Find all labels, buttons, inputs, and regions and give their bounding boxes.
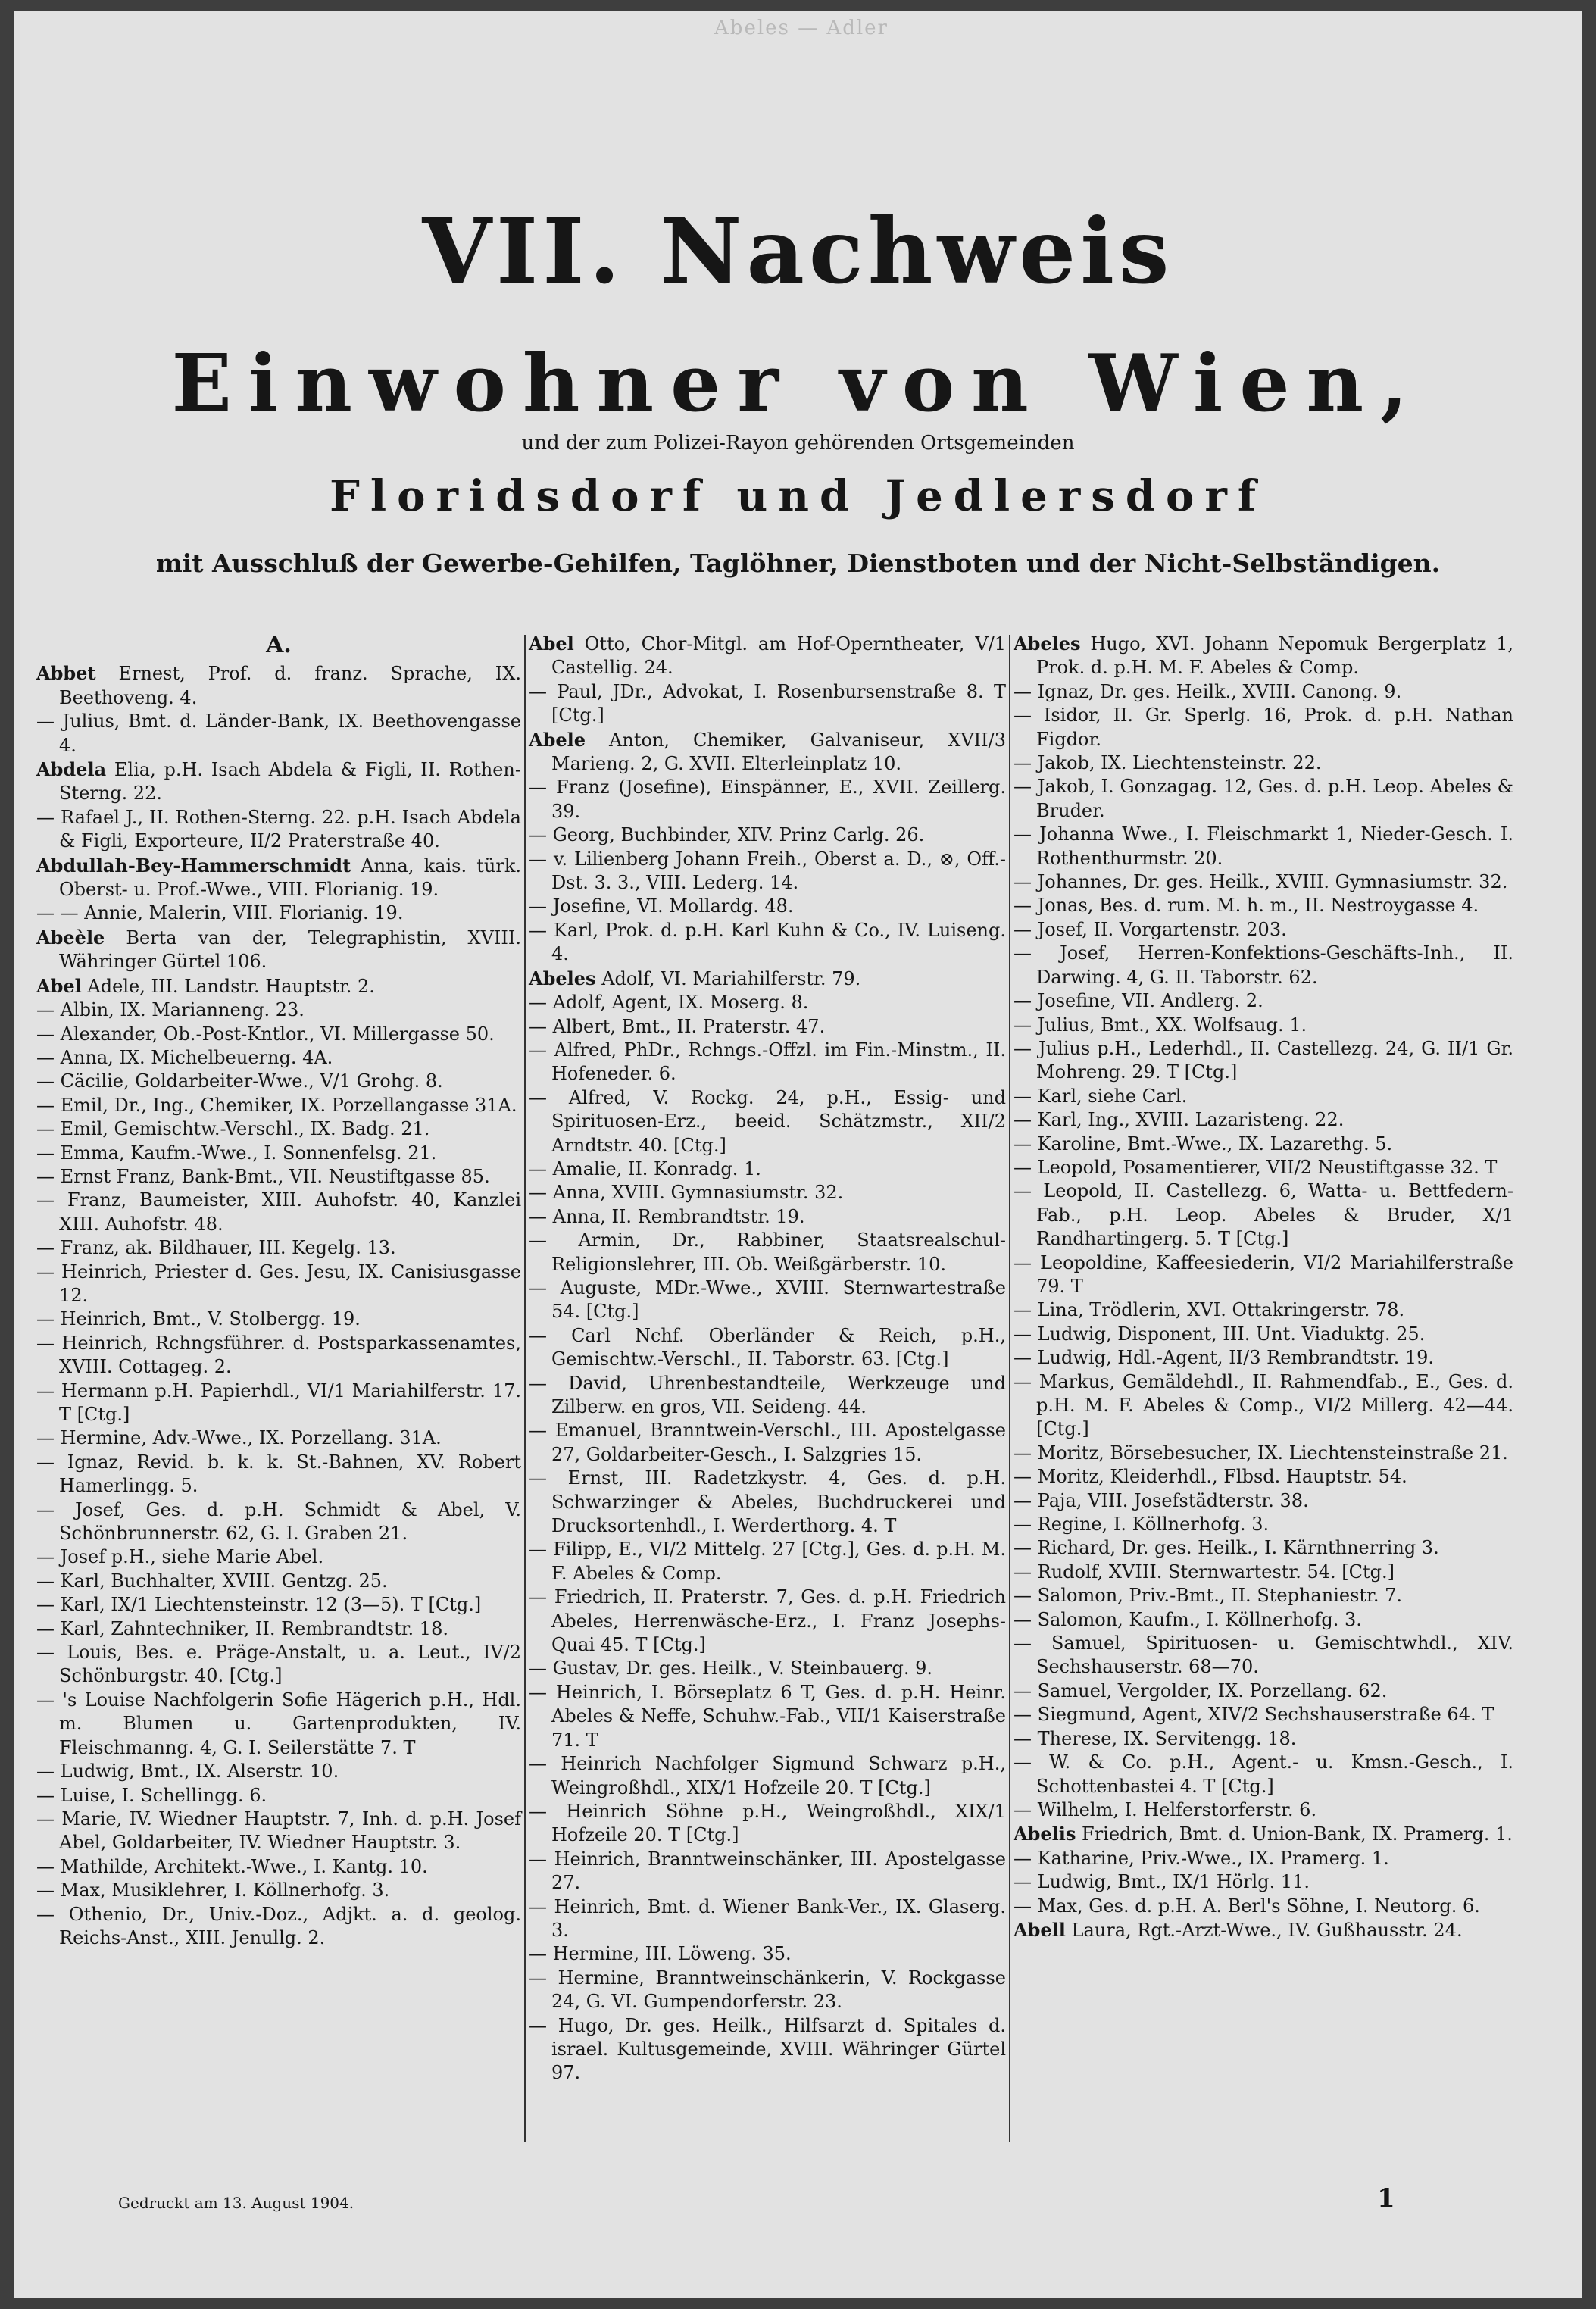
entry-text: — Filipp, E., VI/2 Mittelg. 27 [Ctg.], Ges. d. p.H. M. F. Abeles & Comp. — [529, 1539, 1006, 1584]
directory-entry — [1014, 1346, 1513, 1370]
entry-surname: Abeles — [529, 967, 596, 989]
directory-entry — [529, 967, 1006, 991]
directory-entry — [529, 848, 1006, 895]
print-date: Gedruckt am 13. August 1904. — [118, 2194, 354, 2212]
entry-text: — Leopold, Posamentierer, VII/2 Neustiftgasse 32. T — [1014, 1156, 1498, 1178]
directory-entry — [36, 1094, 521, 1117]
entry-text: — Alfred, PhDr., Rchngs.-Offzl. im Fin.-Minstm., II. Hofeneder. 6. — [529, 1039, 1006, 1085]
directory-entry — [36, 1142, 521, 1165]
directory-entry — [1014, 1822, 1513, 1846]
entry-surname: Abbet — [36, 662, 96, 685]
directory-entry — [529, 680, 1006, 728]
directory-entry — [1014, 894, 1513, 917]
entry-text: Berta van der, Telegraphistin, XVIII. Währinger Gürtel 106. — [59, 926, 521, 973]
column-1 — [36, 632, 521, 2147]
directory-entry — [36, 1903, 521, 1951]
entry-text: — Franz, Baumeister, XIII. Auhofstr. 40, Kanzlei XIII. Auhofstr. 48. — [36, 1189, 521, 1235]
directory-entry — [1014, 1179, 1513, 1251]
directory-entry — [1014, 1632, 1513, 1679]
entry-text: — Friedrich, II. Praterstr. 7, Ges. d. p.H. Friedrich Abeles, Herrenwäsche-Erz., I. Franz Josephs-Quai 45. T [Ctg.] — [529, 1586, 1006, 1656]
entry-text: — Karl, Prok. d. p.H. Karl Kuhn & Co., IV. Luiseng. 4. — [529, 919, 1006, 965]
directory-entry — [529, 1419, 1006, 1467]
directory-entry — [1014, 1465, 1513, 1489]
entry-text: — Katharine, Priv.-Wwe., IX. Pramerg. 1. — [1014, 1847, 1389, 1869]
entry-text: — Louis, Bes. e. Präge-Anstalt, u. a. Leut., IV/2 Schönburgstr. 40. [Ctg.] — [36, 1642, 521, 1687]
directory-entry — [529, 1800, 1006, 1848]
directory-entry — [529, 1895, 1006, 1943]
directory-entry — [1014, 1037, 1513, 1085]
directory-entry — [1014, 1895, 1513, 1918]
directory-entry — [1014, 1679, 1513, 1703]
entry-text: — Samuel, Vergolder, IX. Porzellang. 62. — [1014, 1679, 1388, 1701]
directory-entry — [36, 1545, 521, 1569]
directory-entry — [1014, 1536, 1513, 1560]
directory-entry — [529, 2014, 1006, 2086]
entry-text: — Amalie, II. Konradg. 1. — [529, 1158, 761, 1179]
directory-entry — [36, 998, 521, 1022]
column-2 — [529, 632, 1006, 2147]
entry-text: — Heinrich, Priester d. Ges. Jesu, IX. Canisiusgasse 12. — [36, 1261, 521, 1306]
directory-entry — [36, 1070, 521, 1093]
entry-text: Otto, Chor-Mitgl. am Hof-Operntheater, V/1 Castellig. 24. — [551, 633, 1006, 679]
subtitle-exclusions: mit Ausschluß der Gewerbe-Gehilfen, Taglöhner, Dienstboten und der Nicht-Selbständigen. — [155, 548, 1441, 578]
directory-entry — [36, 926, 521, 974]
entry-text: — Isidor, II. Gr. Sperlg. 16, Prok. d. p.H. Nathan Figdor. — [1014, 705, 1513, 750]
directory-entry — [36, 1332, 521, 1379]
entry-text: — Alfred, V. Rockg. 24, p.H., Essig- und Spirituosen-Erz., beeid. Schätzmstr., XII/2 Arndtstr. 40. [Ctg.] — [529, 1086, 1006, 1156]
directory-entry — [1014, 1870, 1513, 1894]
entry-text: — Albin, IX. Marianneng. 23. — [36, 999, 305, 1021]
directory-entry — [1014, 1561, 1513, 1584]
directory-entry — [529, 1181, 1006, 1204]
directory-entry — [36, 901, 521, 925]
entry-text: — Hermine, Adv.-Wwe., IX. Porzellang. 31A. — [36, 1427, 442, 1449]
entry-text: — Karl, siehe Carl. — [1014, 1085, 1188, 1107]
entry-text: — Emanuel, Branntwein-Verschl., III. Apostelgasse 27, Goldarbeiter-Gesch., I. Salzgries 15. — [529, 1420, 1006, 1465]
directory-entry — [36, 1641, 521, 1689]
entry-text: — Anna, IX. Michelbeuerng. 4A. — [36, 1046, 333, 1068]
entry-text: Elia, p.H. Isach Abdela & Figli, II. Rothen-Sterng. 22. — [59, 759, 521, 805]
directory-entry — [529, 1848, 1006, 1895]
entry-text: — Heinrich Söhne p.H., Weingroßhdl., XIX/1 Hofzeile 20. T [Ctg.] — [529, 1800, 1006, 1846]
entry-text: — Georg, Buchbinder, XIV. Prinz Carlg. 26. — [529, 824, 925, 846]
directory-entry — [1014, 1918, 1513, 1942]
directory-entry — [36, 1760, 521, 1783]
running-header-bleed: Abeles — Adler — [714, 17, 889, 39]
directory-entry — [1014, 1584, 1513, 1608]
entry-text: — Richard, Dr. ges. Heilk., I. Kärnthnerring 3. — [1014, 1537, 1439, 1559]
directory-entry — [529, 919, 1006, 967]
directory-entry — [36, 806, 521, 854]
directory-entry — [1014, 775, 1513, 823]
entry-text: — Auguste, MDr.-Wwe., XVIII. Sternwartestraße 54. [Ctg.] — [529, 1276, 1006, 1323]
entry-text: — Ignaz, Revid. b. k. k. St.-Bahnen, XV. Robert Hamerlingg. 5. — [36, 1451, 521, 1497]
directory-entry — [36, 1261, 521, 1308]
entry-text: — Hermine, III. Löweng. 35. — [529, 1943, 792, 1965]
entry-text: — Gustav, Dr. ges. Heilk., V. Steinbauerg. 9. — [529, 1658, 933, 1679]
directory-entry — [36, 661, 521, 710]
entry-text: — Ludwig, Hdl.-Agent, II/3 Rembrandtstr. 19. — [1014, 1347, 1434, 1369]
directory-entry — [1014, 1727, 1513, 1751]
directory-entry — [36, 1689, 521, 1760]
main-title: Einwohner von Wien, — [171, 336, 1425, 430]
entry-text: — Karl, Buchhalter, XVIII. Gentzg. 25. — [36, 1570, 388, 1592]
entry-text: — Johannes, Dr. ges. Heilk., XVIII. Gymnasiumstr. 32. — [1014, 871, 1508, 893]
directory-entry — [529, 1538, 1006, 1586]
directory-entry — [36, 854, 521, 902]
directory-entry — [1014, 1251, 1513, 1299]
entry-text: Ernest, Prof. d. franz. Sprache, IX. Beethoveng. 4. — [59, 663, 521, 708]
directory-entry — [529, 1467, 1006, 1538]
entry-text: — Moritz, Börsebesucher, IX. Liechtensteinstraße 21. — [1014, 1442, 1508, 1464]
entry-text: — Josef p.H., siehe Marie Abel. — [36, 1546, 324, 1568]
entry-text: — Josefine, VII. Andlerg. 2. — [1014, 990, 1263, 1012]
directory-entry — [1014, 989, 1513, 1013]
entry-surname: Abeèle — [36, 926, 105, 948]
directory-entry — [529, 1657, 1006, 1680]
directory-entry — [529, 1015, 1006, 1039]
directory-entry — [1014, 1847, 1513, 1870]
entry-text: A. — [266, 632, 292, 658]
entry-text: — Samuel, Spirituosen- u. Gemischtwhdl., XIV. Sechshauserstr. 68—70. — [1014, 1633, 1513, 1678]
entry-text: — Heinrich, Bmt. d. Wiener Bank-Ver., IX. Glaserg. 3. — [529, 1895, 1006, 1941]
directory-entry — [36, 1236, 521, 1260]
entry-text: — Max, Ges. d. p.H. A. Berl's Söhne, I. Neutorg. 6. — [1014, 1895, 1480, 1917]
directory-entry — [1014, 942, 1513, 989]
entry-text: — Anna, II. Rembrandtstr. 19. — [529, 1205, 805, 1227]
entry-text: — Hugo, Dr. ges. Heilk., Hilfsarzt d. Spitales d. israel. Kultusgemeinde, XVIII. Währinger Gürtel 97. — [529, 2014, 1006, 2084]
directory-entry — [1014, 1608, 1513, 1632]
column-rule-2 — [1009, 635, 1010, 2142]
directory-entry — [529, 1086, 1006, 1158]
directory-entry — [36, 1451, 521, 1498]
directory-entry — [529, 1276, 1006, 1324]
entry-text: — David, Uhrenbestandteile, Werkzeuge und Zilberw. en gros, VII. Seideng. 44. — [529, 1372, 1006, 1417]
directory-entry — [529, 776, 1006, 823]
entry-text: — Paul, JDr., Advokat, I. Rosenbursenstraße 8. T [Ctg.] — [529, 680, 1006, 726]
directory-entry — [1014, 823, 1513, 870]
directory-page — [14, 11, 1582, 2298]
entry-text: — Siegmund, Agent, XIV/2 Sechshauserstraße 64. T — [1014, 1704, 1494, 1726]
entry-text: — Heinrich, Rchngsführer. d. Postsparkassenamtes, XVIII. Cottageg. 2. — [36, 1332, 521, 1378]
entry-text: — Ludwig, Disponent, III. Unt. Viaduktg. 25. — [1014, 1323, 1426, 1345]
entry-text: — Rudolf, XVIII. Sternwartestr. 54. [Ctg.] — [1014, 1561, 1395, 1583]
entry-text: — Ludwig, Bmt., IX/1 Hörlg. 11. — [1014, 1871, 1310, 1893]
entry-text: — Salomon, Priv.-Bmt., II. Stephaniestr. 7. — [1014, 1585, 1403, 1607]
entry-text: — Regine, I. Köllnerhofg. 3. — [1014, 1514, 1270, 1536]
entry-text: — Max, Musiklehrer, I. Köllnerhofg. 3. — [36, 1879, 390, 1901]
directory-entry — [529, 1372, 1006, 1420]
entry-text: — Heinrich, Branntweinschänker, III. Apostelgasse 27. — [529, 1848, 1006, 1894]
entry-text: — Jonas, Bes. d. rum. M. h. m., II. Nestroygasse 4. — [1014, 895, 1479, 917]
entry-text: — Julius p.H., Lederhdl., II. Castellezg. 24, G. II/1 Gr. Mohreng. 29. T [Ctg.] — [1014, 1037, 1513, 1083]
subtitle-municipalities: Floridsdorf und Jedlersdorf — [330, 471, 1266, 521]
page-number: 1 — [1377, 2183, 1395, 2214]
directory-entry — [529, 1205, 1006, 1229]
entry-text: — Ludwig, Bmt., IX. Alserstr. 10. — [36, 1761, 339, 1783]
entry-text: — Salomon, Kaufm., I. Köllnerhofg. 3. — [1014, 1608, 1362, 1630]
directory-entry — [36, 1593, 521, 1617]
entry-text: — Mathilde, Architekt.-Wwe., I. Kantg. 10. — [36, 1855, 428, 1877]
directory-entry — [1014, 1298, 1513, 1322]
entry-text: Adolf, VI. Mariahilferstr. 79. — [595, 967, 861, 989]
directory-entry — [1014, 1156, 1513, 1179]
entry-text: — Wilhelm, I. Helferstorferstr. 6. — [1014, 1798, 1317, 1820]
entry-text: — Therese, IX. Servitengg. 18. — [1014, 1727, 1297, 1749]
entry-text: — Karl, Zahntechniker, II. Rembrandtstr. 18. — [36, 1617, 448, 1639]
entry-text: — Karl, Ing., XVIII. Lazaristeng. 22. — [1014, 1109, 1345, 1131]
directory-entry — [1014, 1014, 1513, 1037]
entry-text: — Lina, Trödlerin, XVI. Ottakringerstr. 78. — [1014, 1299, 1405, 1321]
directory-entry — [1014, 704, 1513, 751]
entry-text: — Adolf, Agent, IX. Moserg. 8. — [529, 992, 809, 1014]
directory-entry — [1014, 1751, 1513, 1798]
entry-surname: Abell — [1014, 1918, 1066, 1941]
entry-text: Hugo, XVI. Johann Nepomuk Bergerplatz 1, Prok. d. p.H. M. F. Abeles & Comp. — [1036, 633, 1513, 679]
entry-text: — Josef, Ges. d. p.H. Schmidt & Abel, V. Schönbrunnerstr. 62, G. I. Graben 21. — [36, 1498, 521, 1545]
entry-text: — Othenio, Dr., Univ.-Doz., Adjkt. a. d. geolog. Reichs-Anst., XIII. Jenullg. 2. — [36, 1903, 521, 1948]
entry-text: — Julius, Bmt., XX. Wolfsaug. 1. — [1014, 1014, 1307, 1036]
directory-entry — [36, 1023, 521, 1046]
directory-entry — [36, 974, 521, 998]
directory-entry — [529, 1967, 1006, 2014]
directory-entry — [1014, 632, 1513, 680]
entry-text: — Emil, Gemischtw.-Verschl., IX. Badg. 21. — [36, 1118, 430, 1140]
entry-text: — Hermine, Branntweinschänkerin, V. Rockgasse 24, G. VI. Gumpendorferstr. 23. — [529, 1967, 1006, 2013]
entry-text: — Leopold, II. Castellezg. 6, Watta- u. Bettfedern-Fab., p.H. Leop. Abeles & Bruder, X/1 Randhartingerg. 5. T [Ctg.] — [1014, 1180, 1513, 1250]
directory-entry — [36, 1784, 521, 1808]
entry-text: — Emil, Dr., Ing., Chemiker, IX. Porzellangasse 31A. — [36, 1094, 517, 1116]
directory-entry — [36, 1046, 521, 1070]
column-3 — [1014, 632, 1513, 2147]
directory-entry — [1014, 870, 1513, 894]
entry-surname: Abel — [36, 974, 82, 997]
entry-text: — Heinrich, Bmt., V. Stolbergg. 19. — [36, 1308, 361, 1330]
entry-text: Anton, Chemiker, Galvaniseur, XVII/3 Marieng. 2, G. XVII. Elterleinplatz 10. — [551, 729, 1006, 775]
entry-text: Anna, kais. türk. Oberst- u. Prof.-Wwe., VIII. Florianig. 19. — [59, 855, 521, 901]
section-letter — [36, 633, 521, 657]
entry-text: — Carl Nchf. Oberländer & Reich, p.H., Gemischtw.-Verschl., II. Taborstr. 63. [Ctg.] — [529, 1324, 1006, 1370]
directory-entry — [529, 1752, 1006, 1800]
entry-text: — Alexander, Ob.-Post-Kntlor., VI. Millergasse 50. — [36, 1023, 495, 1045]
directory-entry — [36, 1426, 521, 1450]
directory-entry — [529, 1229, 1006, 1276]
section-title: VII. Nachweis — [422, 198, 1174, 304]
entry-text: — Jakob, I. Gonzagag. 12, Ges. d. p.H. Leop. Abeles & Bruder. — [1014, 776, 1513, 821]
directory-entry — [36, 1855, 521, 1879]
entry-surname: Abdullah-Bey-Hammerschmidt — [36, 854, 351, 876]
directory-entry — [1014, 1513, 1513, 1536]
directory-entry — [1014, 1133, 1513, 1156]
entry-text: — Josef, II. Vorgartenstr. 203. — [1014, 918, 1287, 940]
entry-text: — Luise, I. Schellingg. 6. — [36, 1784, 267, 1806]
directory-entry — [1014, 751, 1513, 775]
entry-text: — Ernst Franz, Bank-Bmt., VII. Neustiftgasse 85. — [36, 1165, 490, 1187]
directory-entry — [529, 1039, 1006, 1086]
entry-text: — Cäcilie, Goldarbeiter-Wwe., V/1 Grohg. 8. — [36, 1070, 443, 1092]
entry-text: — Ignaz, Dr. ges. Heilk., XVIII. Canong. 9. — [1014, 680, 1402, 702]
entry-text: — Markus, Gemäldehdl., II. Rahmendfab., E., Ges. d. p.H. M. F. Abeles & Comp., VI/2 Millerg. 42—44. [Ctg.] — [1014, 1370, 1513, 1440]
entry-text: — Franz (Josefine), Einspänner, E., XVII. Zeillerg. 39. — [529, 776, 1006, 822]
entry-text: — Leopoldine, Kaffeesiederin, VI/2 Mariahilferstraße 79. T — [1014, 1251, 1513, 1297]
directory-entry — [36, 1879, 521, 1902]
entry-text: — — Annie, Malerin, VIII. Florianig. 19. — [36, 902, 404, 924]
directory-entry — [529, 728, 1006, 776]
entry-surname: Abdela — [36, 758, 107, 781]
entry-surname: Abeles — [1014, 633, 1081, 655]
entry-text: — Paja, VIII. Josefstädterstr. 38. — [1014, 1489, 1309, 1511]
directory-entry — [529, 1158, 1006, 1181]
entry-surname: Abel — [529, 633, 574, 655]
entry-text: Adele, III. Landstr. Hauptstr. 2. — [81, 975, 375, 997]
directory-entry — [36, 1570, 521, 1593]
directory-entry — [529, 823, 1006, 847]
entry-text: — Rafael J., II. Rothen-Sterng. 22. p.H. Isach Abdela & Figli, Exporteure, II/2 Praterstraße 40. — [36, 806, 521, 852]
directory-entry — [529, 1942, 1006, 1966]
directory-entry — [36, 1617, 521, 1641]
directory-entry — [1014, 1085, 1513, 1108]
directory-entry — [1014, 1370, 1513, 1442]
entry-text: — Josefine, VI. Mollardg. 48. — [529, 895, 794, 917]
entry-text: — Johanna Wwe., I. Fleischmarkt 1, Nieder-Gesch. I. Rothenthurmstr. 20. — [1014, 823, 1513, 869]
entry-text: Laura, Rgt.-Arzt-Wwe., IV. Gußhausstr. 24. — [1065, 1919, 1463, 1941]
directory-entry — [36, 1379, 521, 1427]
directory-entry — [1014, 1489, 1513, 1513]
entry-text: Friedrich, Bmt. d. Union-Bank, IX. Pramerg. 1. — [1076, 1823, 1513, 1845]
entry-text: — Anna, XVIII. Gymnasiumstr. 32. — [529, 1182, 844, 1204]
subtitle-police-district: und der zum Polizei-Rayon gehörenden Ortsgemeinden — [521, 432, 1075, 455]
directory-entry — [529, 1586, 1006, 1657]
directory-entry — [1014, 680, 1513, 704]
entry-text: — Josef, Herren-Konfektions-Geschäfts-Inh., II. Darwing. 4, G. II. Taborstr. 62. — [1014, 942, 1513, 988]
directory-entry — [529, 1681, 1006, 1752]
directory-entry — [1014, 1323, 1513, 1346]
directory-entry — [529, 895, 1006, 918]
directory-entry — [36, 1308, 521, 1331]
entry-text: — Karl, IX/1 Liechtensteinstr. 12 (3—5). T [Ctg.] — [36, 1594, 482, 1616]
directory-entry — [1014, 1798, 1513, 1822]
directory-entry — [36, 1189, 521, 1236]
entry-text: — Karoline, Bmt.-Wwe., IX. Lazarethg. 5. — [1014, 1133, 1393, 1154]
entry-text: — Emma, Kaufm.-Wwe., I. Sonnenfelsg. 21. — [36, 1142, 437, 1164]
entry-text: — Franz, ak. Bildhauer, III. Kegelg. 13. — [36, 1237, 396, 1259]
directory-entry — [36, 1808, 521, 1855]
entry-text: — Marie, IV. Wiedner Hauptstr. 7, Inh. d. p.H. Josef Abel, Goldarbeiter, IV. Wiedner Hauptstr. 3. — [36, 1808, 521, 1854]
entry-text: — Heinrich Nachfolger Sigmund Schwarz p.H., Weingroßhdl., XIX/1 Hofzeile 20. T [Ctg.] — [529, 1753, 1006, 1798]
entry-text: — 's Louise Nachfolgerin Sofie Hägerich p.H., Hdl. m. Blumen u. Gartenprodukten, IV. Fleischmanng. 4, G. I. Seilerstätte 7. T — [36, 1689, 521, 1758]
entry-text: — Heinrich, I. Börseplatz 6 T, Ges. d. p.H. Heinr. Abeles & Neffe, Schuhw.-Fab., VII/1 Kaiserstraße 71. T — [529, 1681, 1006, 1751]
directory-entry — [1014, 1442, 1513, 1465]
entry-text: — v. Lilienberg Johann Freih., Oberst a. D., ⊗, Off.-Dst. 3. 3., VIII. Lederg. 14. — [529, 848, 1006, 894]
entry-text: — Armin, Dr., Rabbiner, Staatsrealschul-Religionslehrer, III. Ob. Weißgärberstr. 10. — [529, 1229, 1006, 1275]
directory-entry — [529, 632, 1006, 680]
directory-entry — [36, 1498, 521, 1546]
entry-text: — Moritz, Kleiderhdl., Flbsd. Hauptstr. 54. — [1014, 1466, 1407, 1488]
entry-text: — Albert, Bmt., II. Praterstr. 47. — [529, 1015, 826, 1037]
directory-entry — [1014, 1108, 1513, 1132]
entry-text: — Julius, Bmt. d. Länder-Bank, IX. Beethovengasse 4. — [36, 711, 521, 756]
entry-text: — Hermann p.H. Papierhdl., VI/1 Mariahilferstr. 17. T [Ctg.] — [36, 1379, 521, 1425]
entry-text: — Jakob, IX. Liechtensteinstr. 22. — [1014, 752, 1322, 774]
column-rule-1 — [524, 635, 526, 2142]
entry-surname: Abele — [529, 728, 586, 751]
entry-surname: Abelis — [1014, 1823, 1076, 1845]
directory-entry — [1014, 918, 1513, 942]
directory-entry — [36, 710, 521, 758]
directory-entry — [36, 1117, 521, 1141]
directory-entry — [36, 1165, 521, 1189]
entry-text: — W. & Co. p.H., Agent.- u. Kmsn.-Gesch., I. Schottenbastei 4. T [Ctg.] — [1014, 1751, 1513, 1797]
directory-entry — [1014, 1703, 1513, 1726]
directory-entry — [36, 758, 521, 806]
directory-entry — [529, 1324, 1006, 1372]
entry-text: — Ernst, III. Radetzkystr. 4, Ges. d. p.H. Schwarzinger & Abeles, Buchdruckerei und Drucksortenhdl., I. Werderthorg. 4. T — [529, 1467, 1006, 1537]
directory-entry — [529, 991, 1006, 1014]
